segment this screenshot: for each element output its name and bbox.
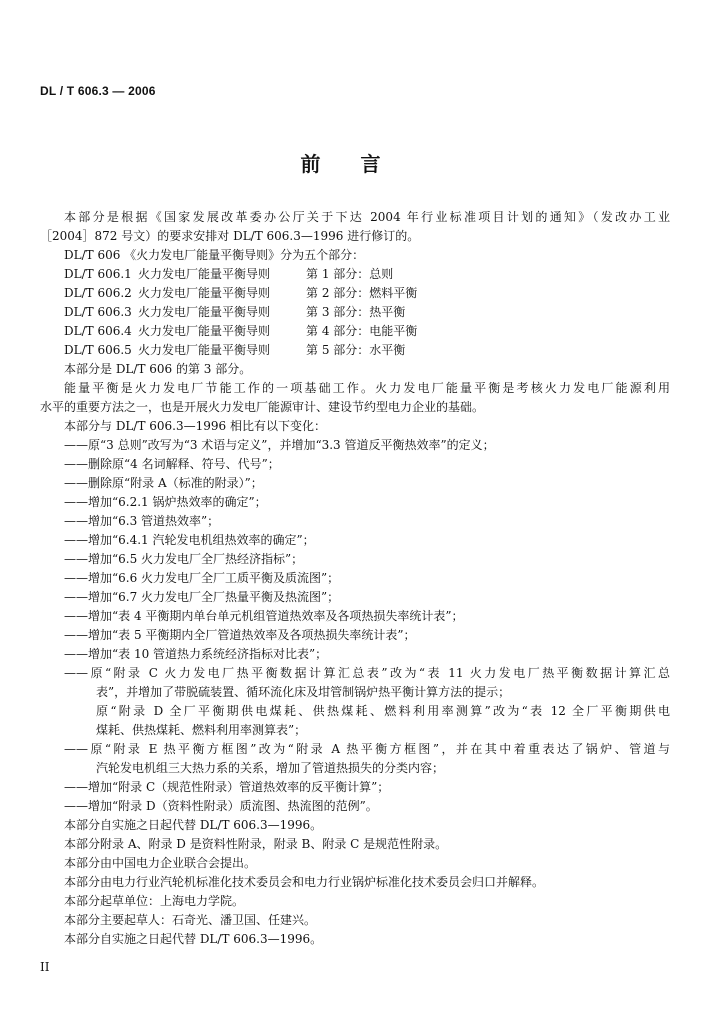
part-sub: 第 3 部分：热平衡: [306, 305, 406, 319]
change-item: ——增加“附录 D（资料性附录）质流图、热流图的范例”。: [64, 799, 378, 813]
change-item: ——删除原“4 名词解释、符号、代号”；: [64, 457, 280, 471]
changes-list: [40, 436, 670, 816]
change-item: 煤耗、供热煤耗、燃料利用率测算表”；: [96, 723, 307, 737]
change-item: ——原“附录 C 火力发电厂热平衡数据计算汇总表”改为“表 11 火力发电厂热平衡数据计算汇总: [64, 666, 670, 680]
part-name: 火力发电厂能量平衡导则: [138, 343, 271, 357]
closing-line: 本部分自实施之日起代替 DL/T 606.3—1996。: [64, 818, 323, 832]
change-item: 原“附录 D 全厂平衡期供电煤耗、供热煤耗、燃料利用率测算”改为“表 12 全厂平衡期供电: [96, 704, 670, 718]
intro-line-2: ［2004］872 号文）的要求安排对 DL/T 606.3—1996 进行修订的。: [40, 229, 420, 243]
part-name: 火力发电厂能量平衡导则: [138, 267, 271, 281]
part-row: [40, 284, 670, 303]
closing-line: 本部分主要起草人：石奇光、潘卫国、任建兴。: [64, 913, 317, 927]
closing-line: 本部分自实施之日起代替 DL/T 606.3—1996。: [64, 932, 323, 946]
part-row: [40, 303, 670, 322]
part-row: [40, 341, 670, 360]
part-name: 火力发电厂能量平衡导则: [138, 305, 271, 319]
part-sub: 第 5 部分：水平衡: [306, 343, 406, 357]
change-item: ——增加“表 5 平衡期内全厂管道热效率及各项热损失率统计表”；: [64, 628, 416, 642]
change-item: ——增加“6.3 管道热效率”；: [64, 514, 220, 528]
closing-line: 本部分附录 A、附录 D 是资料性附录，附录 B、附录 C 是规范性附录。: [64, 837, 448, 851]
change-item: ——增加“表 10 管道热力系统经济指标对比表”；: [64, 647, 328, 661]
document-body: [40, 208, 670, 949]
part-code: DL/T 606.1: [64, 267, 132, 281]
change-item: 表”，并增加了带脱硫装置、循环流化床及坩管制锅炉热平衡计算方法的提示；: [96, 685, 511, 699]
closing-line: 本部分起草单位：上海电力学院。: [64, 894, 245, 908]
change-item: ——增加“6.4.1 汽轮发电机组热效率的确定”；: [64, 533, 315, 547]
change-item: ——增加“表 4 平衡期内单台单元机组管道热效率及各项热损失率统计表”；: [64, 609, 464, 623]
intro-line-1: 本部分是根据《国家发展改革委办公厅关于下达 2004 年行业标准项目计划的通知》（发改办工业: [64, 210, 670, 224]
change-item: ——原“3 总则”改写为“3 术语与定义”，并增加“3.3 管道反平衡热效率”的定义；: [64, 438, 495, 452]
part-sub: 第 2 部分：燃料平衡: [306, 286, 418, 300]
change-item: ——增加“6.5 火力发电厂全厂热经济指标”；: [64, 552, 304, 566]
change-item: ——原“附录 E 热平衡方框图”改为“附录 A 热平衡方框图”，并在其中着重表达了锅炉、管道与: [64, 742, 670, 756]
part-sub: 第 4 部分：电能平衡: [306, 324, 418, 338]
closing-line: 本部分由中国电力企业联合会提出。: [64, 856, 257, 870]
series-line: DL/T 606 《火力发电厂能量平衡导则》分为五个部分：: [64, 248, 365, 262]
balance-line-1: 能量平衡是火力发电厂节能工作的一项基础工作。火力发电厂能量平衡是考核火力发电厂能源利用: [64, 381, 670, 395]
part-of-line: 本部分是 DL/T 606 的第 3 部分。: [64, 362, 252, 376]
page-number: II: [40, 960, 50, 974]
part-name: 火力发电厂能量平衡导则: [138, 286, 271, 300]
page-title: 前言: [300, 152, 421, 176]
part-row: [40, 322, 670, 341]
balance-line-2: 水平的重要方法之一，也是开展火力发电厂能源审计、建设节约型电力企业的基础。: [40, 400, 485, 414]
document-code-header: DL / T 606.3 — 2006: [40, 84, 156, 98]
part-code: DL/T 606.2: [64, 286, 132, 300]
parts-list: [40, 265, 670, 360]
part-sub: 第 1 部分：总则: [306, 267, 394, 281]
closing-line: 本部分由电力行业汽轮机标准化技术委员会和电力行业锅炉标准化技术委员会归口并解释。: [64, 875, 545, 889]
change-item: ——增加“6.2.1 锅炉热效率的确定”；: [64, 495, 267, 509]
part-row: [40, 265, 670, 284]
changes-intro: 本部分与 DL/T 606.3—1996 相比有以下变化：: [64, 419, 326, 433]
change-item: ——增加“附录 C（规范性附录）管道热效率的反平衡计算”；: [64, 780, 390, 794]
part-code: DL/T 606.3: [64, 305, 132, 319]
closing-list: [40, 816, 670, 949]
part-name: 火力发电厂能量平衡导则: [138, 324, 271, 338]
part-code: DL/T 606.4: [64, 324, 132, 338]
change-item: ——增加“6.6 火力发电厂全厂工质平衡及质流图”；: [64, 571, 340, 585]
change-item: ——删除原“附录 A（标准的附录）”；: [64, 476, 263, 490]
part-code: DL/T 606.5: [64, 343, 132, 357]
change-item: ——增加“6.7 火力发电厂全厂热量平衡及热流图”；: [64, 590, 340, 604]
change-item: 汽轮发电机组三大热力系的关系，增加了管道热损失的分类内容；: [96, 761, 445, 775]
